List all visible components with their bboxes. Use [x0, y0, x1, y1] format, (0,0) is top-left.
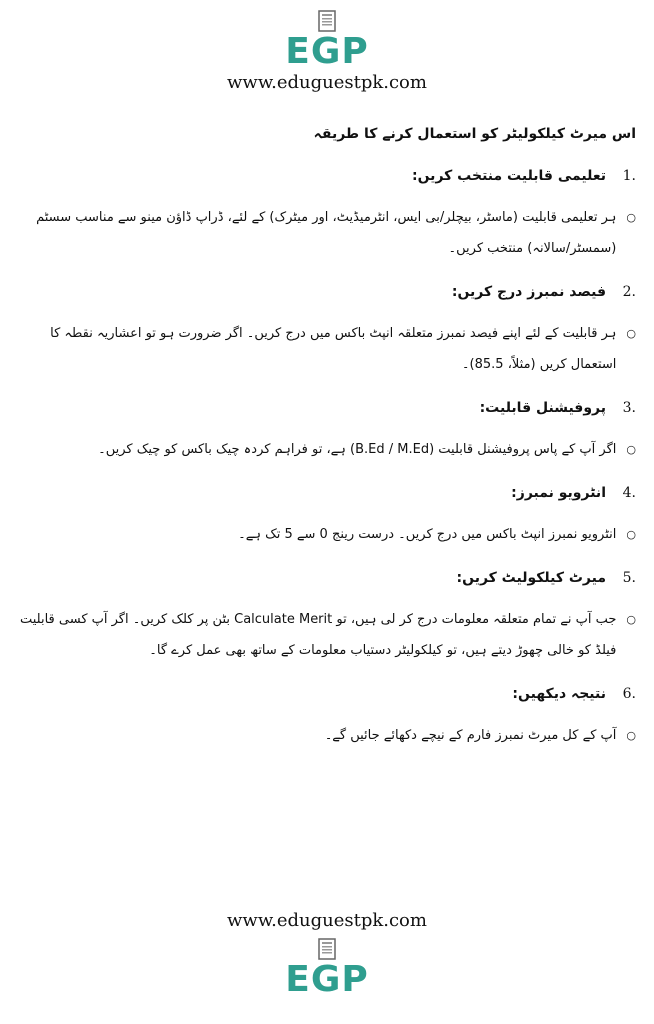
section-number: 5.: [622, 570, 636, 586]
circle-bullet-icon: ○: [626, 211, 636, 224]
section-title: میرٹ کیلکولیٹ کریں:: [456, 570, 606, 586]
list-item: [20, 202, 636, 264]
section-number: 6.: [622, 686, 636, 702]
footer-logo-text: EGP: [285, 959, 369, 1000]
site-url[interactable]: www.eduguestpk.com: [227, 72, 427, 93]
section-title: انٹرویو نمبرز:: [511, 485, 606, 501]
list-item-text: آپ کے کل میرٹ نمبرز فارم کے نیچے دکھائے جائیں گے۔: [324, 728, 617, 743]
list-item: [20, 519, 636, 550]
section-6: [20, 686, 636, 751]
section-heading: [20, 284, 636, 300]
section-heading: [20, 570, 636, 586]
section-number: 2.: [622, 284, 636, 300]
section-title: نتیجہ دیکھیں:: [512, 686, 606, 702]
section-heading: [20, 485, 636, 501]
section-title: پروفیشنل قابلیت:: [479, 400, 606, 416]
section-heading: [20, 686, 636, 702]
list-item-text: ہر تعلیمی قابلیت (ماسٹر، بیچلر/بی ایس، انٹرمیڈیٹ، اور میٹرک) کے لئے، ڈراپ ڈاؤن مینو سے مناسب سسٹم (سمسٹر/سالانہ) منتخب کریں۔: [36, 210, 617, 256]
circle-bullet-icon: ○: [626, 613, 636, 626]
section-title: تعلیمی قابلیت منتخب کریں:: [411, 168, 606, 184]
section-number: 1.: [622, 168, 636, 184]
list-item-text: جب آپ نے تمام متعلقہ معلومات درج کر لی ہیں، تو Calculate Merit بٹن پر کلک کریں۔ اگر آپ کسی قابلیت فیلڈ کو خالی چھوڑ دیتے ہیں، تو کیلکولیٹر دستیاب معلومات کے ساتھ بھی عمل کرے گا۔: [19, 612, 617, 658]
logo-text: EGP: [285, 31, 369, 72]
header-logo-block: [0, 10, 654, 94]
list-item: [20, 318, 636, 380]
section-heading: [20, 400, 636, 416]
circle-bullet-icon: ○: [626, 528, 636, 541]
section-number: 3.: [622, 400, 636, 416]
list-item: [20, 720, 636, 751]
footer-site-url[interactable]: www.eduguestpk.com: [227, 910, 427, 931]
section-title: فیصد نمبرز درج کریں:: [451, 284, 606, 300]
list-item-text: ہر قابلیت کے لئے اپنے فیصد نمبرز متعلقہ انپٹ باکس میں درج کریں۔ اگر ضرورت ہو تو اعشاریہ نقطہ کا استعمال کریں (مثلاً، 85.5)۔: [50, 326, 617, 372]
document-icon: [316, 938, 338, 960]
section-2: [20, 284, 636, 380]
circle-bullet-icon: ○: [626, 327, 636, 340]
circle-bullet-icon: ○: [626, 443, 636, 456]
section-4: [20, 485, 636, 550]
list-item-text: انٹرویو نمبرز انپٹ باکس میں درج کریں۔ درست رینج 0 سے 5 تک ہے۔: [238, 527, 617, 542]
list-item: [20, 434, 636, 465]
section-number: 4.: [622, 485, 636, 501]
section-1: [20, 168, 636, 264]
list-item-text: اگر آپ کے پاس پروفیشنل قابلیت (B.Ed / M.Ed) ہے، تو فراہم کردہ چیک باکس کو چیک کریں۔: [98, 442, 617, 457]
list-item: [20, 604, 636, 666]
document-icon: [316, 10, 338, 32]
section-3: [20, 400, 636, 465]
section-heading: [20, 168, 636, 184]
page-title: اس میرٹ کیلکولیٹر کو استعمال کرنے کا طریقہ: [313, 126, 636, 142]
footer-logo-block: [0, 910, 654, 1000]
circle-bullet-icon: ○: [626, 729, 636, 742]
section-5: [20, 570, 636, 666]
document-body: [20, 126, 636, 771]
